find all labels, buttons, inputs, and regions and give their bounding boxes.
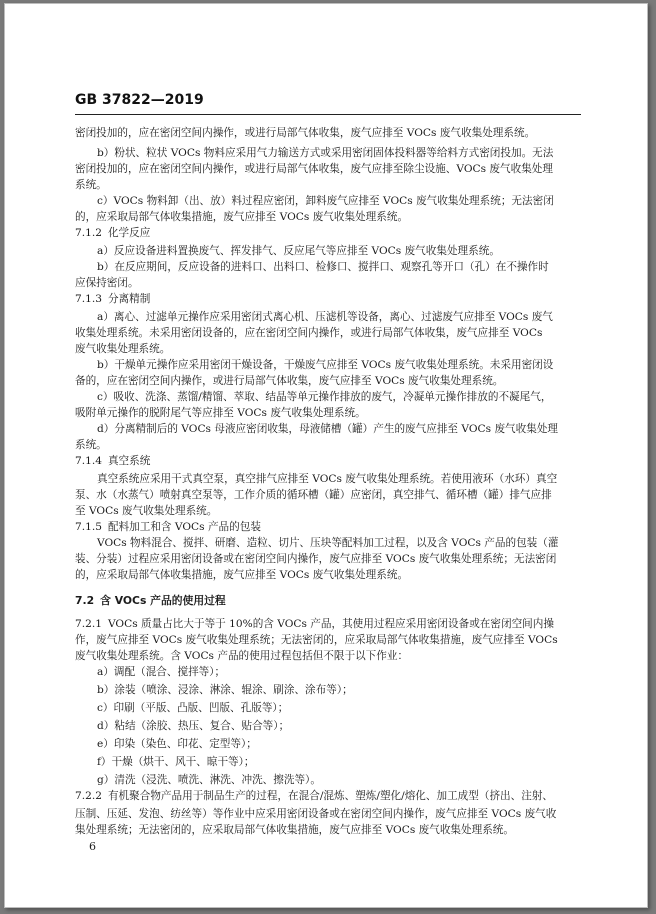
clause-text: 有机聚合物产品用于制品生产的过程，在混合/混炼、塑炼/塑化/熔化、加工成型（挤出、注射、 xyxy=(107,790,554,802)
clause-number: 7.1.5 xyxy=(75,521,102,533)
clause-number: 7.2.1 xyxy=(75,618,102,630)
clause-heading xyxy=(75,617,554,631)
text-line: c）吸收、洗涤、蒸馏/精馏、萃取、结晶等单元操作排放的废气，冷凝单元操作排放的不凝尾气， xyxy=(97,391,552,403)
text-line: 备的，应在密闭空间内操作，或进行局部气体收集，废气应排至 VOCs 废气收集处理系统。 xyxy=(75,375,504,387)
clause-heading xyxy=(75,454,150,468)
standard-code-header: GB 37822—2019 xyxy=(75,92,204,108)
clause-text: 含 VOCs 产品的使用过程 xyxy=(100,594,226,607)
text-line: b）干燥单元操作应采用密闭干燥设备，干燥废气应排至 VOCs 废气收集处理系统。未采用密闭设 xyxy=(97,359,554,371)
page-number: 6 xyxy=(89,840,96,853)
clause-number: 7.2.2 xyxy=(75,790,102,802)
text-line: a）反应设备进料置换废气、挥发排气、反应尾气等应排至 VOCs 废气收集处理系统。 xyxy=(97,245,500,257)
text-line: f）干燥（烘干、风干、晾干等）； xyxy=(97,756,255,768)
clause-text: 配料加工和含 VOCs 产品的包装 xyxy=(107,521,261,533)
text-line: 密闭投加的，应在密闭空间内操作，或进行局部气体收集，废气应排至 VOCs 废气收集处理系统。 xyxy=(75,127,536,139)
text-line: 作，废气应排至 VOCs 废气收集处理系统；无法密闭的，应采取局部气体收集措施，废气应排至 VOCs xyxy=(75,634,558,646)
text-line: c）VOCs 物料卸（出、放）料过程应密闭，卸料废气应排至 VOCs 废气收集处理系统；无法密闭 xyxy=(97,195,554,207)
text-line: 压制、压延、发泡、纺丝等）等作业中应采用密闭设备或在密闭空间内操作，废气应排至 VOCs 废气收 xyxy=(75,808,557,820)
section-heading xyxy=(75,594,226,608)
clause-number: 7.1.3 xyxy=(75,293,102,305)
clause-number: 7.1.4 xyxy=(75,455,102,467)
clause-heading xyxy=(75,292,150,306)
document-page xyxy=(4,3,648,908)
text-line: e）印染（染色、印花、定型等）； xyxy=(97,738,257,750)
text-line: 应保持密闭。 xyxy=(75,277,139,289)
text-line: 废气收集处理系统。含 VOCs 产品的使用过程包括但不限于以下作业： xyxy=(75,650,409,662)
text-line: d）粘结（涂胶、热压、复合、贴合等）； xyxy=(97,720,290,732)
text-line: a）调配（混合、搅拌等）； xyxy=(97,666,226,678)
text-line: 的，应采取局部气体收集措施，废气应排至 VOCs 废气收集处理系统。 xyxy=(75,569,409,581)
clause-number: 7.2 xyxy=(75,594,95,607)
text-line: 系统。 xyxy=(75,179,107,191)
text-line: c）印刷（平版、凸版、凹版、孔版等）； xyxy=(97,702,289,714)
clause-text: 分离精制 xyxy=(107,293,151,305)
header-rule xyxy=(75,114,581,115)
clause-text: 化学反应 xyxy=(107,227,151,239)
text-line: d）分离精制后的 VOCs 母液应密闭收集，母液储槽（罐）产生的废气应排至 VOCs 废气收集处理 xyxy=(97,423,559,435)
text-line: 收集处理系统。未采用密闭设备的，应在密闭空间内操作，或进行局部气体收集，废气应排至 VOCs xyxy=(75,327,543,339)
text-line: 泵、水（水蒸气）喷射真空泵等，工作介质的循环槽（罐）应密闭，真空排气、循环槽（罐）排气应排 xyxy=(75,489,552,501)
clause-heading xyxy=(75,226,150,240)
text-line: b）在反应期间，反应设备的进料口、出料口、检修口、搅拌口、观察孔等开口（孔）在不操作时 xyxy=(97,261,549,273)
text-line: b）涂装（喷涂、浸涂、淋涂、辊涂、刷涂、涂布等）； xyxy=(97,684,353,696)
clause-heading xyxy=(75,789,553,803)
clause-number: 7.1.2 xyxy=(75,227,102,239)
text-line: 废气收集处理系统。 xyxy=(75,343,171,355)
text-line: 集处理系统；无法密闭的，应采取局部气体收集措施，废气应排至 VOCs 废气收集处理系统。 xyxy=(75,824,514,836)
text-line: 真空系统应采用干式真空泵，真空排气应排至 VOCs 废气收集处理系统。若使用液环（水环）真空 xyxy=(97,473,558,485)
text-line: a）离心、过滤单元操作应采用密闭式离心机、压滤机等设备，离心、过滤废气应排至 VOCs 废气 xyxy=(97,311,553,323)
text-line: 至 VOCs 废气收集处理系统。 xyxy=(75,505,218,517)
text-line: 的，应采取局部气体收集措施，废气应排至 VOCs 废气收集处理系统。 xyxy=(75,211,409,223)
clause-text: 真空系统 xyxy=(107,455,151,467)
text-line: 系统。 xyxy=(75,439,107,451)
text-line: VOCs 物料混合、搅拌、研磨、造粒、切片、压块等配料加工过程，以及含 VOCs 产品的包装（灌 xyxy=(97,537,559,549)
text-line: 吸附单元操作的脱附尾气等应排至 VOCs 废气收集处理系统。 xyxy=(75,407,366,419)
clause-heading xyxy=(75,520,261,534)
clause-text: VOCs 质量占比大于等于 10%的含 VOCs 产品，其使用过程应采用密闭设备或在密闭空间内操 xyxy=(107,618,554,630)
text-line: b）粉状、粒状 VOCs 物料应采用气力输送方式或采用密闭固体投料器等给料方式密闭投加。无法 xyxy=(97,147,554,159)
text-line: 密闭投加的，应在密闭空间内操作，或进行局部气体收集，废气应排至除尘设施、VOCs 废气收集处理 xyxy=(75,163,553,175)
text-line: g）清洗（浸洗、喷洗、淋洗、冲洗、擦洗等）。 xyxy=(97,774,321,786)
text-line: 装、分装）过程应采用密闭设备或在密闭空间内操作，废气应排至 VOCs 废气收集处理系统；无法密闭 xyxy=(75,553,557,565)
